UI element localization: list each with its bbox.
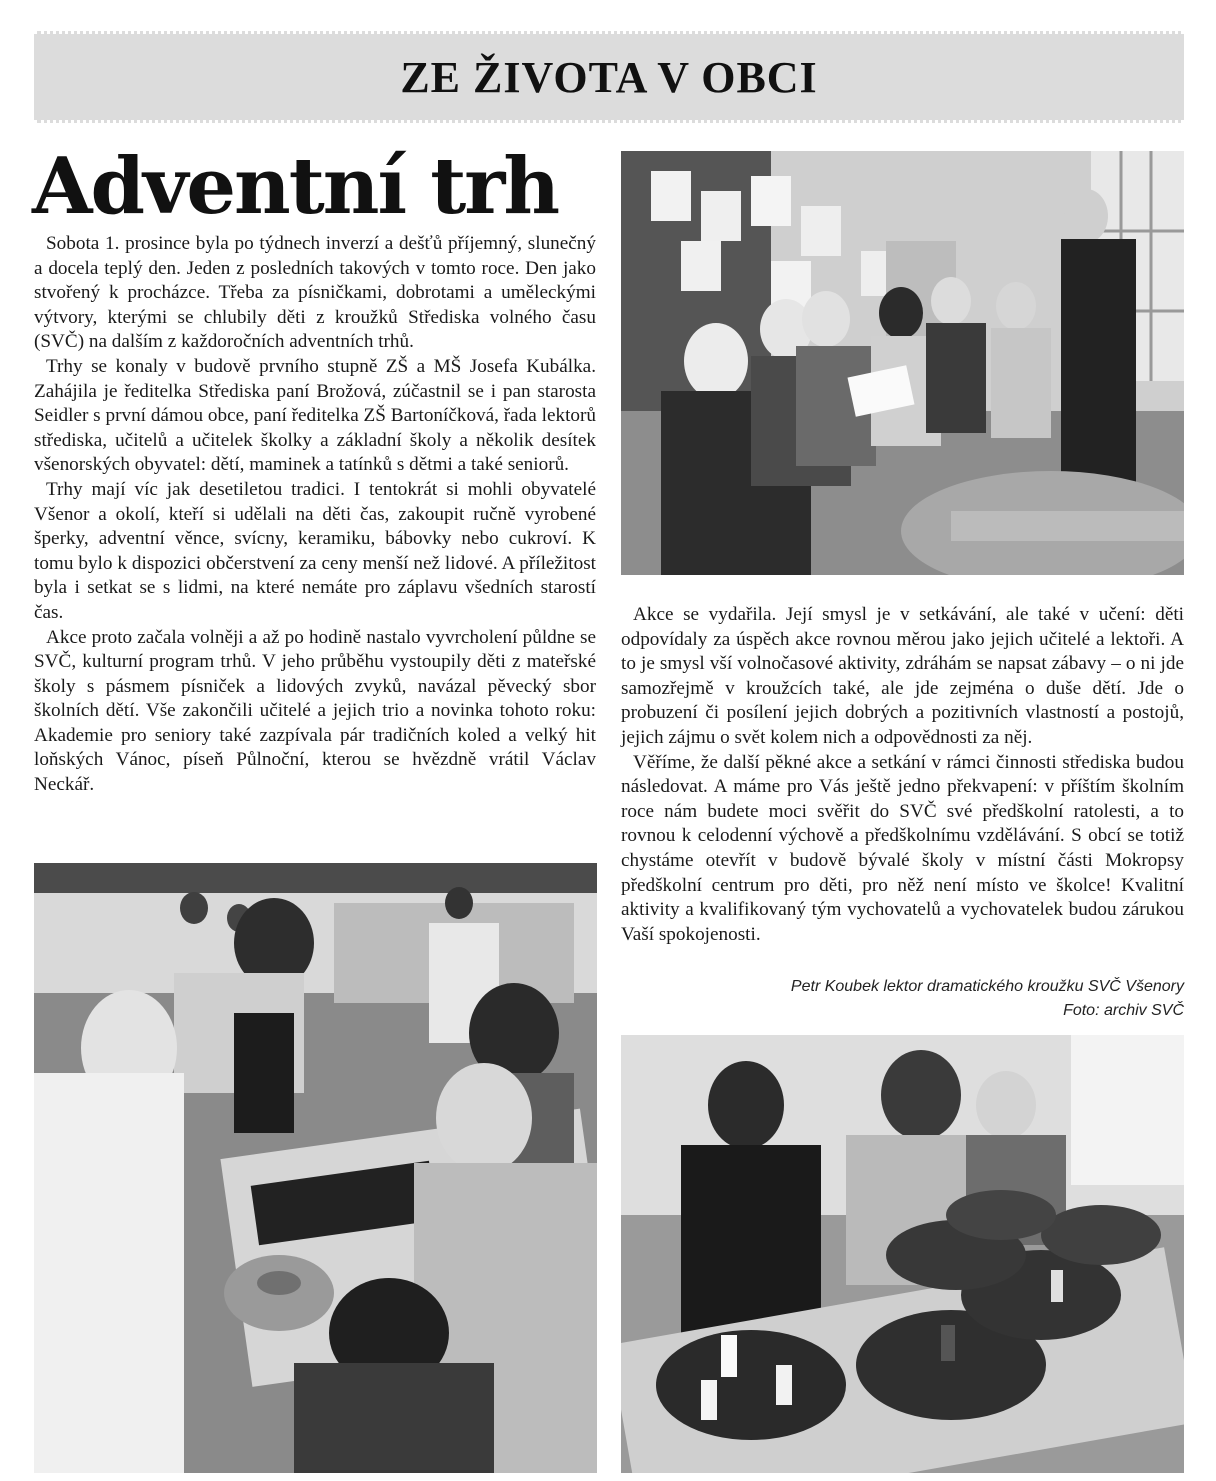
paragraph: Trhy mají víc jak desetiletou tradici. I tentokrát si mohli obyvatelé Všenor a okolí, kteří si udělali na děti čas, zakoupit ručně vyrobené šperky, adventní věnce, svícny, keramiku, bábovky nebo cukroví. K tomu bylo k dispozici občerstvení za ceny menší než lidové. A příležitost byla i setkat se s lidmi, na které nemáte pro záplavu všedních starostí čas.	[34, 478, 596, 623]
section-title: ZE ŽIVOTA V OBCI	[400, 52, 818, 102]
paragraph: Věříme, že další pěkné akce a setkání v rámci činnosti střediska budou následovat. A máme pro Vás ještě jedno překvapení: v příštím školním roce nám budete moci svěřit do SVČ své předškolní ratolesti, a to rovnou k celodenní výchově a předškolnímu vzdělávání. S obcí se totiž chystáme otevřít v budově bývalé školy v místní části Mokropsy předškolní centrum pro děti, pro něž není místo ve školce! Kvalitní aktivity a kvalifikovaný tým vychovatelů a vychovatelek budou zárukou Vaší spokojenosti.	[621, 751, 1184, 945]
paragraph: Sobota 1. prosince byla po týdnech inverzí a dešťů příjemný, slunečný a docela teplý den. Jeden z posledních takových v tomto roce. Den jako stvořený k procházce. Třeba za písničkami, dobrotami a uměleckými výtvory, kterými se chlubily děti z kroužků Střediska volného času (SVČ) na dalším z každoročních adventních trhů.	[34, 233, 596, 353]
section-header	[34, 31, 1184, 123]
children-market-photo	[34, 863, 597, 1473]
article-title: Adventní trh	[32, 141, 559, 232]
paragraph: Akce se vydařila. Její smysl je v setkávání, ale také v učení: děti odpovídaly za úspěch akce rovnou měrou jako jejich učitelé a lektoři. A to je smysl vší volnočasové aktivity, zdráhám se napsat zábavy – o ni jde samozřejmě v kroužcích také, ale jde zejména o duše dětí. Jde o probuzení či posílení jejich dobrých a pozitivních vlastností a postojů, jejich zájmu o svět kolem nich a odpovědnosti za něj.	[621, 604, 1184, 748]
article-column-left	[34, 232, 596, 798]
paragraph: Akce proto začala volněji a až po hodině nastalo vyvrcholení půldne se SVČ, kulturní program trhů. V jeho průběhu vystoupily děti z mateřské školy s pásmem písniček a lidových zvyků, navázal pěvecký sbor školních dětí. Vše zakončili učitelé a jejich trio a novinka tohoto roku: Akademie pro seniory také zazpívala pár tradičních koled a velký hit loňských Vánoc, píseň Půlnoční, kterou se hvězdně vrátil Václav Neckář.	[34, 626, 596, 796]
seniors-singing-photo	[621, 151, 1184, 575]
paragraph: Trhy se konaly v budově prvního stupně ZŠ a MŠ Josefa Kubálka. Zahájila je ředitelka Střediska paní Brožová, zúčastnil se i pan starosta Seidler s první dámou obce, paní ředitelka ZŠ Bartoníčková, řada lektorů střediska, učitelů a učitelek školky a základní školy a několik desítek všenorských obyvatel: dětí, maminek a tatínků s dětmi a také seniorů.	[34, 355, 596, 476]
article-column-right	[621, 603, 1184, 947]
photo-credit: Foto: archiv SVČ	[1063, 1002, 1184, 1019]
advent-wreaths-photo	[621, 1035, 1184, 1473]
author-signature: Petr Koubek lektor dramatického kroužku SVČ Všenory	[790, 978, 1184, 995]
